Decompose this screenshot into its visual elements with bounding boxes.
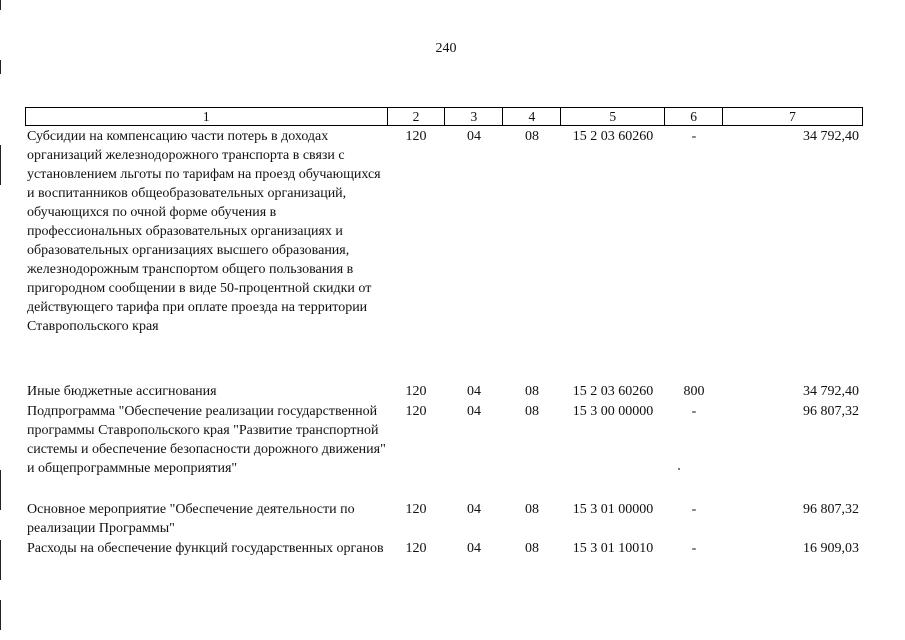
column-header-7: 7 — [723, 108, 863, 126]
row-col-5: 15 3 00 00000 — [572, 404, 654, 419]
column-header-3: 3 — [445, 108, 503, 126]
row-name: Субсидии на компенсацию части потерь в доходах организаций железнодорожного транспорта в связи с установлением льготы по тарифам на проезд обучающихся и воспитанников общеобразовательных организаций, обучающихся по очной форме обучения в профессиональных образовательных организациях и образовательных организациях высшего образования, железнодорожным транспортом общего пользования в пригородном сообщении в виде 50-процентной скидки от действующего тарифа при оплате проезда на территории Ставропольского края — [27, 129, 381, 334]
row-amount: 16 909,03 — [803, 541, 859, 556]
column-header-row — [26, 108, 863, 126]
row-col-3: 04 — [467, 129, 481, 144]
row-col-3: 04 — [467, 384, 481, 399]
row-col-3: 04 — [467, 502, 481, 517]
row-col-6: - — [691, 541, 697, 556]
row-col-2: 120 — [405, 404, 427, 419]
row-col-5: 15 3 01 00000 — [572, 502, 654, 517]
row-col-4: 08 — [525, 129, 539, 144]
margin-scan-mark — [0, 60, 1, 74]
row-col-5: 15 2 03 60260 — [572, 384, 654, 399]
row-col-4: 08 — [525, 541, 539, 556]
row-col-2: 120 — [405, 502, 427, 517]
margin-scan-mark — [0, 600, 1, 630]
column-header-4: 4 — [503, 108, 561, 126]
row-name: Основное мероприятие "Обеспечение деятельности по реализации Программы" — [27, 502, 355, 536]
row-amount: 96 807,32 — [803, 502, 859, 517]
row-col-5: 15 3 01 10010 — [572, 541, 654, 556]
row-name: Иные бюджетные ассигнования — [27, 384, 217, 399]
row-col-2: 120 — [405, 541, 427, 556]
row-col-3: 04 — [467, 541, 481, 556]
row-amount: 34 792,40 — [803, 384, 859, 399]
row-col-4: 08 — [525, 404, 539, 419]
row-name: Подпрограмма "Обеспечение реализации государственной программы Ставропольского края "Развитие транспортной системы и обеспечение безопасности дорожного движения" и общепрограммные мероприятия" — [27, 404, 386, 476]
row-col-6: 800 — [683, 384, 705, 399]
row-col-3: 04 — [467, 404, 481, 419]
margin-scan-mark — [0, 145, 1, 185]
row-col-5: 15 2 03 60260 — [572, 129, 654, 144]
row-name: Расходы на обеспечение функций государственных органов — [27, 541, 384, 556]
row-col-2: 120 — [405, 129, 427, 144]
row-col-4: 08 — [525, 502, 539, 517]
page-number: 240 — [435, 41, 457, 56]
row-col-4: 08 — [525, 384, 539, 399]
row-amount: 34 792,40 — [803, 129, 859, 144]
margin-scan-mark — [0, 540, 1, 580]
row-col-6: - — [691, 129, 697, 144]
column-header-1: 1 — [26, 108, 388, 126]
row-amount: 96 807,32 — [803, 404, 859, 419]
row-col-2: 120 — [405, 384, 427, 399]
margin-scan-mark — [0, 470, 1, 510]
column-header-table — [25, 107, 863, 126]
row-col-6: - — [691, 502, 697, 517]
row-col-6: - — [691, 404, 697, 419]
column-header-2: 2 — [387, 108, 445, 126]
scan-speck — [678, 468, 680, 470]
column-header-6: 6 — [665, 108, 723, 126]
column-header-5: 5 — [561, 108, 665, 126]
margin-scan-mark — [0, 0, 1, 10]
